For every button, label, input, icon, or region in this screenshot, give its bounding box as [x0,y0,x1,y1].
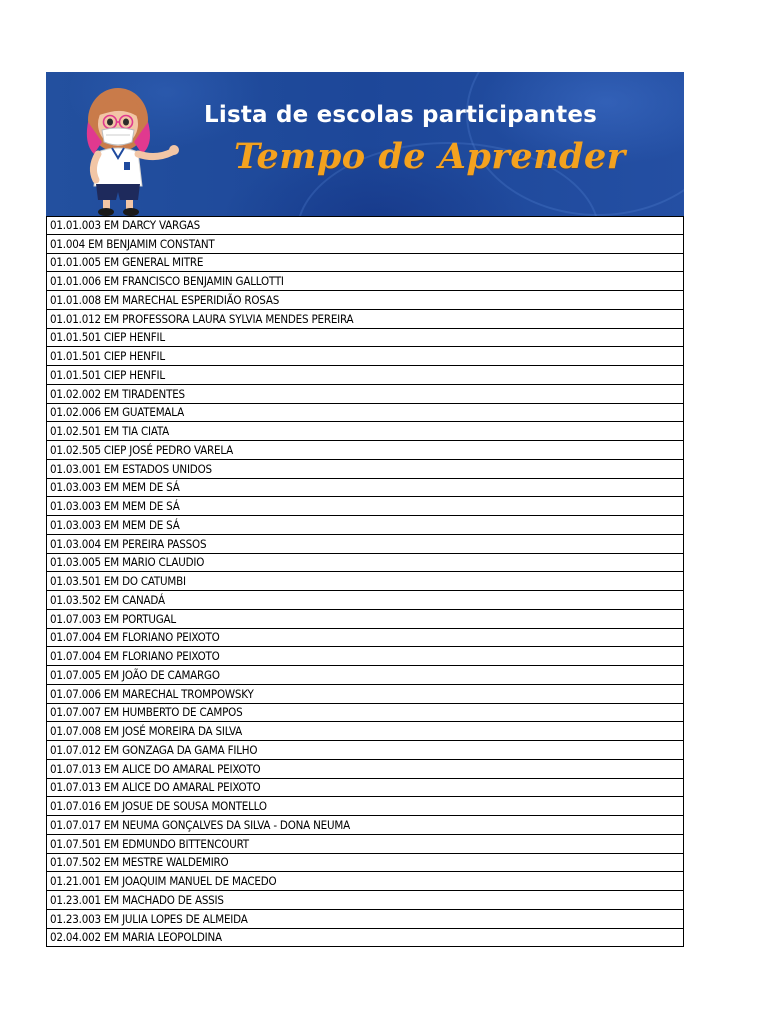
table-row: 01.07.013 EM ALICE DO AMARAL PEIXOTO [46,760,684,779]
table-row: 01.03.001 EM ESTADOS UNIDOS [46,460,684,479]
banner-subtitle: Tempo de Aprender [234,136,626,177]
table-row: 01.03.502 EM CANADÁ [46,591,684,610]
table-row: 01.07.003 EM PORTUGAL [46,610,684,629]
table-row: 01.07.006 EM MARECHAL TROMPOWSKY [46,685,684,704]
school-table [46,216,684,947]
table-row: 01.07.016 EM JOSUE DE SOUSA MONTELLO [46,797,684,816]
table-row: 01.07.005 EM JOÃO DE CAMARGO [46,666,684,685]
table-row: 01.01.008 EM MARECHAL ESPERIDIÃO ROSAS [46,291,684,310]
table-row: 01.02.505 CIEP JOSÉ PEDRO VARELA [46,441,684,460]
table-row: 01.01.005 EM GENERAL MITRE [46,254,684,273]
header-banner [46,72,684,216]
table-row: 01.21.001 EM JOAQUIM MANUEL DE MACEDO [46,872,684,891]
table-row: 01.01.501 CIEP HENFIL [46,366,684,385]
mascot-girl-illustration [76,82,186,216]
school-list-sheet [46,72,684,947]
table-row: 02.04.002 EM MARIA LEOPOLDINA [46,929,684,948]
table-row: 01.01.012 EM PROFESSORA LAURA SYLVIA MENDES PEREIRA [46,310,684,329]
table-row: 01.23.001 EM MACHADO DE ASSIS [46,891,684,910]
table-row: 01.03.005 EM MARIO CLAUDIO [46,554,684,573]
banner-title: Lista de escolas participantes [204,102,598,128]
table-row: 01.03.003 EM MEM DE SÁ [46,479,684,498]
table-row: 01.01.501 CIEP HENFIL [46,329,684,348]
table-row: 01.004 EM BENJAMIM CONSTANT [46,235,684,254]
table-row: 01.23.003 EM JULIA LOPES DE ALMEIDA [46,910,684,929]
table-row: 01.02.006 EM GUATEMALA [46,404,684,423]
table-row: 01.07.012 EM GONZAGA DA GAMA FILHO [46,741,684,760]
table-row: 01.07.501 EM EDMUNDO BITTENCOURT [46,835,684,854]
table-row: 01.01.501 CIEP HENFIL [46,347,684,366]
table-row: 01.07.008 EM JOSÉ MOREIRA DA SILVA [46,722,684,741]
table-row: 01.03.003 EM MEM DE SÁ [46,497,684,516]
table-row: 01.07.017 EM NEUMA GONÇALVES DA SILVA - DONA NEUMA [46,816,684,835]
table-row: 01.02.002 EM TIRADENTES [46,385,684,404]
table-row: 01.03.004 EM PEREIRA PASSOS [46,535,684,554]
table-row: 01.02.501 EM TIA CIATA [46,422,684,441]
table-row: 01.07.004 EM FLORIANO PEIXOTO [46,647,684,666]
table-row: 01.07.007 EM HUMBERTO DE CAMPOS [46,704,684,723]
table-row: 01.07.013 EM ALICE DO AMARAL PEIXOTO [46,779,684,798]
table-row: 01.07.004 EM FLORIANO PEIXOTO [46,629,684,648]
table-row: 01.01.006 EM FRANCISCO BENJAMIN GALLOTTI [46,272,684,291]
table-row: 01.01.003 EM DARCY VARGAS [46,216,684,235]
table-row: 01.07.502 EM MESTRE WALDEMIRO [46,854,684,873]
table-row: 01.03.003 EM MEM DE SÁ [46,516,684,535]
table-row: 01.03.501 EM DO CATUMBI [46,572,684,591]
